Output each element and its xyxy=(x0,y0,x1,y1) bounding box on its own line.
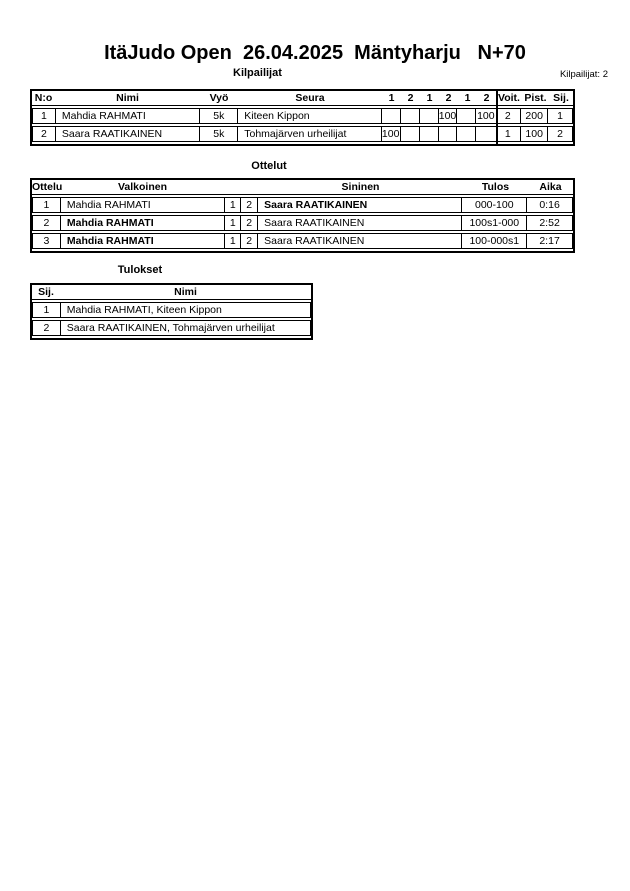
cell-mat-2: 2 xyxy=(241,234,258,248)
header-score-4: 2 xyxy=(445,92,452,104)
cell-score-6: 100 xyxy=(477,110,495,122)
cell-no: 1 xyxy=(33,109,56,123)
cell-valkoinen: Mahdia RAHMATI xyxy=(61,216,225,230)
cell-valkoinen: Mahdia RAHMATI xyxy=(61,234,225,248)
cell-tulos: 100-000s1 xyxy=(462,234,527,248)
result-row xyxy=(32,302,311,318)
competitor-row xyxy=(32,108,573,124)
cell-valkoinen: Mahdia RAHMATI xyxy=(61,198,225,212)
cell-tulos: 100s1-000 xyxy=(462,216,527,230)
section-ottelut-heading: Ottelut xyxy=(251,160,287,172)
cell-mat-1: 1 xyxy=(225,216,241,230)
cell-ottelu: 3 xyxy=(33,234,61,248)
cell-pist: 200 xyxy=(521,109,548,123)
cell-score-6 xyxy=(476,127,495,141)
cell-nimi: Mahdia RAHMATI xyxy=(56,109,200,123)
cell-voit: 1 xyxy=(495,127,521,141)
cell-sij: 1 xyxy=(557,110,564,122)
cell-score-5 xyxy=(457,109,476,123)
cell-vyo: 5k xyxy=(200,127,238,141)
cell-sij: 2 xyxy=(557,128,564,140)
header-score-1: 1 xyxy=(388,92,395,104)
cell-score-4: 100 xyxy=(438,110,457,122)
result-row xyxy=(32,320,311,336)
header-vyo: Vyö xyxy=(209,92,229,104)
cell-score-3 xyxy=(420,109,439,123)
cell-seura: Kiteen Kippon xyxy=(238,109,381,123)
header-pist: Pist. xyxy=(524,92,547,104)
match-row xyxy=(32,215,573,231)
header-sij: Sij. xyxy=(553,92,569,104)
header-valkoinen: Valkoinen xyxy=(117,181,168,193)
cell-sininen: Saara RAATIKAINEN xyxy=(258,198,462,212)
header-nimi: Nimi xyxy=(116,92,139,104)
cell-mat-1: 1 xyxy=(225,198,241,212)
header-score-6: 2 xyxy=(483,92,490,104)
cell-sininen: Saara RAATIKAINEN xyxy=(258,234,462,248)
cell-aika: 2:17 xyxy=(539,235,560,247)
header-score-5: 1 xyxy=(464,92,471,104)
cell-nimi: Mahdia RAHMATI, Kiteen Kippon xyxy=(66,304,222,316)
header-voit: Voit. xyxy=(498,92,520,104)
cell-tulos: 000-100 xyxy=(462,198,527,212)
kilpailijat-count: Kilpailijat: 2 xyxy=(559,69,608,80)
ottelut-table-header xyxy=(32,180,573,195)
cell-mat-2: 2 xyxy=(241,216,258,230)
header-nimi: Nimi xyxy=(174,286,197,298)
match-row xyxy=(32,197,573,213)
results-divider-line xyxy=(496,91,498,144)
cell-vyo: 5k xyxy=(200,109,238,123)
cell-sininen: Saara RAATIKAINEN xyxy=(258,216,462,230)
cell-nimi: Saara RAATIKAINEN, Tohmajärven urheilijat xyxy=(66,322,275,334)
tulokset-table-header xyxy=(32,285,311,300)
cell-nimi: Saara RAATIKAINEN xyxy=(56,127,200,141)
kilpailijat-table xyxy=(30,89,575,146)
cell-score-4 xyxy=(439,127,458,141)
header-score-2: 2 xyxy=(407,92,414,104)
header-tulos: Tulos xyxy=(481,181,510,193)
header-sij: Sij. xyxy=(38,286,54,298)
header-aika: Aika xyxy=(539,181,562,193)
cell-no: 2 xyxy=(33,127,56,141)
cell-pist: 100 xyxy=(521,127,548,141)
cell-mat-1: 1 xyxy=(225,234,241,248)
match-row xyxy=(32,233,573,249)
kilpailijat-table-header xyxy=(32,91,573,106)
cell-score-3 xyxy=(420,127,439,141)
section-tulokset-heading: Tulokset xyxy=(117,264,163,276)
cell-score-2 xyxy=(401,127,420,141)
cell-sij: 1 xyxy=(33,303,61,317)
cell-ottelu: 1 xyxy=(33,198,61,212)
cell-score-5 xyxy=(457,127,476,141)
cell-score-2 xyxy=(401,109,420,123)
section-kilpailijat-heading: Kilpailijat xyxy=(233,67,282,79)
ottelut-table xyxy=(30,178,575,253)
header-sininen: Sininen xyxy=(341,181,380,193)
cell-sij: 2 xyxy=(33,321,61,335)
cell-score-1 xyxy=(382,109,401,123)
cell-aika: 0:16 xyxy=(539,199,560,211)
header-seura: Seura xyxy=(295,92,325,104)
header-score-3: 1 xyxy=(426,92,433,104)
cell-score-1: 100 xyxy=(381,128,400,140)
header-no: N:o xyxy=(34,92,53,104)
cell-voit: 2 xyxy=(495,109,521,123)
cell-ottelu: 2 xyxy=(33,216,61,230)
cell-seura: Tohmajärven urheilijat xyxy=(238,127,381,141)
cell-aika: 2:52 xyxy=(539,217,560,229)
page-title: ItäJudo Open 26.04.2025 Mäntyharju N+70 xyxy=(104,42,526,64)
tulokset-table xyxy=(30,283,313,340)
competitor-row xyxy=(32,126,573,142)
cell-mat-2: 2 xyxy=(241,198,258,212)
header-ottelu: Ottelu xyxy=(32,181,63,193)
